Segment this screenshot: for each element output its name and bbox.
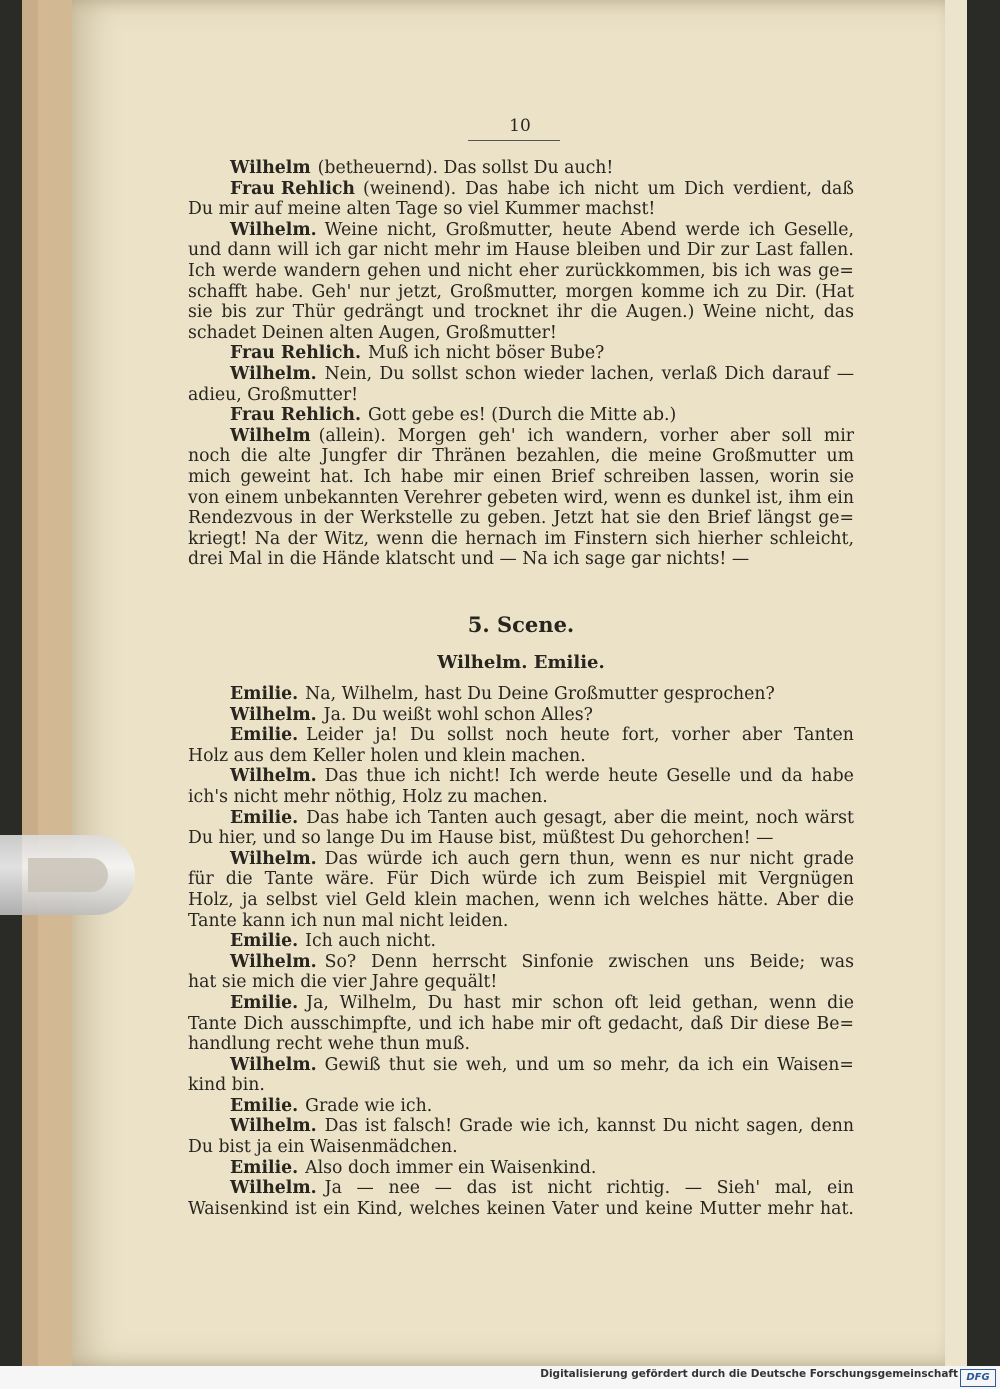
text-line bbox=[188, 261, 854, 282]
line-text: Gewiß thut sie weh, und um so mehr, da ich ein Waisen= bbox=[324, 1054, 854, 1075]
text-line bbox=[188, 220, 854, 241]
line-text: Holz aus dem Keller holen und klein machen. bbox=[188, 745, 586, 766]
speaker-name: Wilhelm bbox=[230, 425, 311, 446]
line-text: Du hier, und so lange Du im Hause bist, müßtest Du gehorchen! — bbox=[188, 828, 774, 849]
line-text: Rendezvous in der Werkstelle zu geben. Jetzt hat sie den Brief längst ge= bbox=[188, 508, 854, 529]
text-line bbox=[188, 529, 854, 550]
dialogue-block-2 bbox=[188, 684, 854, 1219]
line-text: Holz, ja selbst viel Geld klein machen, wenn ich welches hätte. Aber die bbox=[188, 889, 854, 910]
text-line bbox=[188, 808, 854, 829]
speaker-name: Emilie. bbox=[230, 931, 299, 952]
speaker-name: Wilhelm. bbox=[230, 1116, 317, 1137]
line-text: Na, Wilhelm, hast Du Deine Großmutter gesprochen? bbox=[305, 684, 775, 704]
line-text: kriegt! Na der Witz, wenn die hernach im Finstern sich hierher schleicht, bbox=[188, 528, 854, 549]
text-line bbox=[188, 766, 854, 787]
line-text: Grade wie ich. bbox=[305, 1095, 433, 1116]
text-line bbox=[188, 446, 854, 467]
text-line bbox=[188, 1034, 854, 1055]
footer-bar bbox=[0, 1366, 1000, 1389]
text-line bbox=[188, 240, 854, 261]
speaker-name: Wilhelm. bbox=[230, 766, 317, 787]
line-text: (allein). Morgen geh' ich wandern, vorher aber soll mir bbox=[318, 425, 854, 446]
speaker-name: Emilie. bbox=[230, 684, 299, 704]
line-text: Weine nicht, Großmutter, heute Abend werde ich Geselle, bbox=[324, 219, 854, 240]
text-line bbox=[188, 467, 854, 488]
speaker-name: Emilie. bbox=[230, 725, 299, 746]
text-line bbox=[188, 179, 854, 200]
line-text: schafft habe. Geh' nur jetzt, Großmutter, morgen komme ich zu Dir. (Hat bbox=[188, 281, 854, 302]
text-line bbox=[188, 1014, 854, 1035]
text-line bbox=[188, 972, 854, 993]
line-text: Leider ja! Du sollst noch heute fort, vorher aber Tanten bbox=[306, 725, 854, 746]
page-number: 10 bbox=[509, 116, 531, 136]
page-right-edge bbox=[945, 0, 967, 1366]
line-text: So? Denn herrscht Sinfonie zwischen uns Beide; was bbox=[324, 951, 854, 972]
line-text: noch die alte Jungfer dir Thränen bezahlen, die meine Großmutter um bbox=[188, 446, 854, 467]
text-line bbox=[188, 405, 854, 426]
text-line bbox=[188, 343, 854, 364]
line-text: Nein, Du sollst schon wieder lachen, verlaß Dich darauf — bbox=[324, 363, 854, 384]
line-text: sie bis zur Thür gedrängt und trocknet ihr die Augen.) Weine nicht, das bbox=[188, 302, 854, 323]
speaker-name: Emilie. bbox=[230, 992, 299, 1013]
text-line bbox=[188, 302, 854, 323]
speaker-name: Wilhelm. bbox=[230, 219, 317, 240]
line-text: ich's nicht mehr nöthig, Holz zu machen. bbox=[188, 786, 548, 807]
text-line bbox=[188, 684, 854, 705]
text-line bbox=[188, 385, 854, 406]
text-line bbox=[188, 1158, 854, 1179]
speaker-name: Emilie. bbox=[230, 807, 299, 828]
line-text: Tante Dich ausschimpfte, und ich habe mir oft gedacht, daß Dir diese Be= bbox=[188, 1013, 854, 1034]
text-line bbox=[188, 828, 854, 849]
line-text: von einem unbekannten Verehrer gebeten wird, wenn es dunkel ist, ihm ein bbox=[188, 487, 854, 508]
text-line bbox=[188, 1075, 854, 1096]
text-line bbox=[188, 787, 854, 808]
line-text: handlung recht wehe thun muß. bbox=[188, 1034, 470, 1055]
text-line bbox=[188, 158, 854, 179]
text-line bbox=[188, 426, 854, 447]
speaker-name: Wilhelm. bbox=[230, 1054, 317, 1075]
page-number-rule bbox=[468, 140, 560, 141]
text-line bbox=[188, 1199, 854, 1220]
text-line bbox=[188, 993, 854, 1014]
line-text: Das würde ich auch gern thun, wenn es nur nicht grade bbox=[324, 848, 854, 869]
dialogue-block-1 bbox=[188, 158, 854, 570]
text-line bbox=[188, 549, 854, 570]
text-line bbox=[188, 364, 854, 385]
line-text: Ja, Wilhelm, Du hast mir schon oft leid gethan, wenn die bbox=[306, 992, 854, 1013]
line-text: Das habe ich Tanten auch gesagt, aber die meint, noch wärst bbox=[306, 807, 854, 828]
text-line bbox=[188, 282, 854, 303]
footer-credit: Digitalisierung gefördert durch die Deutsche Forschungsgemeinschaft bbox=[540, 1368, 958, 1380]
line-text: mich geweint hat. Ich habe mir einen Brief schreiben lassen, worin sie bbox=[188, 466, 854, 487]
text-line bbox=[188, 199, 854, 220]
line-text: für die Tante wäre. Für Dich würde ich zum Beispiel mit Vergnügen bbox=[188, 869, 854, 890]
text-line bbox=[188, 746, 854, 767]
line-text: Das ist falsch! Grade wie ich, kannst Du nicht sagen, denn bbox=[324, 1116, 854, 1137]
text-line bbox=[188, 952, 854, 973]
line-text: Gott gebe es! (Durch die Mitte ab.) bbox=[368, 405, 677, 426]
scene-persons: Wilhelm. Emilie. bbox=[437, 652, 605, 673]
line-text: adieu, Großmutter! bbox=[188, 384, 359, 405]
line-text: Ja. Du weißt wohl schon Alles? bbox=[323, 704, 593, 725]
line-text: Waisenkind ist ein Kind, welches keinen Vater und keine Mutter mehr hat. bbox=[188, 1198, 854, 1219]
line-text: Muß ich nicht böser Bube? bbox=[368, 343, 605, 364]
speaker-name: Wilhelm. bbox=[230, 1178, 317, 1199]
speaker-name: Frau Rehlich. bbox=[230, 343, 362, 364]
dfg-logo-icon: DFG bbox=[960, 1369, 996, 1387]
text-line bbox=[188, 1137, 854, 1158]
speaker-name: Frau Rehlich. bbox=[230, 405, 362, 426]
line-text: Also doch immer ein Waisenkind. bbox=[305, 1157, 597, 1178]
text-line bbox=[188, 488, 854, 509]
text-line bbox=[188, 911, 854, 932]
speaker-name: Wilhelm. bbox=[230, 951, 317, 972]
line-text: Ja — nee — das ist nicht richtig. — Sieh' mal, ein bbox=[324, 1178, 854, 1199]
line-text: (betheuernd). Das sollst Du auch! bbox=[317, 158, 614, 178]
speaker-name: Wilhelm. bbox=[230, 704, 317, 725]
text-line bbox=[188, 931, 854, 952]
text-line bbox=[188, 890, 854, 911]
line-text: (weinend). Das habe ich nicht um Dich verdient, daß bbox=[363, 178, 854, 199]
speaker-name: Wilhelm bbox=[230, 158, 311, 178]
text-line bbox=[188, 1178, 854, 1199]
line-text: Tante kann ich nun mal nicht leiden. bbox=[188, 910, 509, 931]
line-text: hat sie mich die vier Jahre gequält! bbox=[188, 972, 498, 993]
line-text: kind bin. bbox=[188, 1075, 265, 1096]
line-text: Ich werde wandern gehen und nicht eher zurückkommen, bis ich was ge= bbox=[188, 260, 854, 281]
speaker-name: Wilhelm. bbox=[230, 363, 317, 384]
speaker-name: Wilhelm. bbox=[230, 848, 317, 869]
text-line bbox=[188, 725, 854, 746]
line-text: und dann will ich gar nicht mehr im Hause bleiben und Dir zur Last fallen. bbox=[188, 240, 854, 261]
text-line bbox=[188, 869, 854, 890]
scene-title: 5. Scene. bbox=[467, 612, 575, 637]
line-text: schadet Deinen alten Augen, Großmutter! bbox=[188, 322, 557, 343]
text-line bbox=[188, 705, 854, 726]
line-text: Ich auch nicht. bbox=[305, 931, 436, 952]
text-line bbox=[188, 849, 854, 870]
text-line bbox=[188, 1116, 854, 1137]
text-line bbox=[188, 508, 854, 529]
line-text: Du mir auf meine alten Tage so viel Kummer machst! bbox=[188, 199, 656, 220]
line-text: Das thue ich nicht! Ich werde heute Geselle und da habe bbox=[324, 766, 854, 787]
line-text: Du bist ja ein Waisenmädchen. bbox=[188, 1137, 458, 1158]
line-text: drei Mal in die Hände klatscht und — Na ich sage gar nichts! — bbox=[188, 549, 750, 570]
speaker-name: Frau Rehlich bbox=[230, 178, 355, 199]
text-line bbox=[188, 323, 854, 344]
speaker-name: Emilie. bbox=[230, 1095, 299, 1116]
text-line bbox=[188, 1055, 854, 1076]
text-line bbox=[188, 1096, 854, 1117]
page-clip-hole bbox=[28, 858, 108, 892]
speaker-name: Emilie. bbox=[230, 1157, 299, 1178]
